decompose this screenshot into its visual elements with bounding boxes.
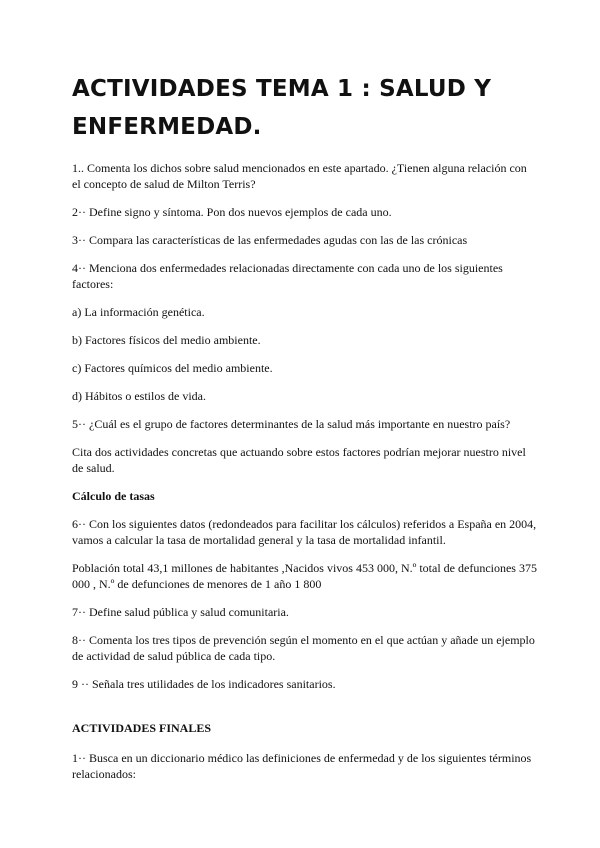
question-3: 3·· Compara las características de las enfermedades agudas con las de las crónicas — [72, 233, 468, 247]
document-page — [72, 70, 538, 794]
factor-d: d) Hábitos o estilos de vida. — [72, 389, 206, 403]
document-title: ACTIVIDADES TEMA 1 : SALUD Y ENFERMEDAD. — [72, 76, 492, 140]
final-question-1: 1·· Busca en un diccionario médico las definiciones de enfermedad y de los siguientes términos relacionados: — [72, 751, 532, 781]
question-7: 7·· Define salud pública y salud comunitaria. — [72, 605, 289, 619]
question-1: 1.. Comenta los dichos sobre salud mencionados en este apartado. ¿Tienen alguna relación con el concepto de salud de Milton Terris? — [72, 161, 527, 191]
factor-b: b) Factores físicos del medio ambiente. — [72, 333, 261, 347]
question-5-followup: Cita dos actividades concretas que actuando sobre estos factores podrían mejorar nuestro nivel de salud. — [72, 445, 526, 475]
question-4: 4·· Menciona dos enfermedades relacionadas directamente con cada uno de los siguientes factores: — [72, 261, 503, 291]
question-2: 2·· Define signo y síntoma. Pon dos nuevos ejemplos de cada uno. — [72, 205, 392, 219]
question-6: 6·· Con los siguientes datos (redondeados para facilitar los cálculos) referidos a España en 2004, vamos a calcular la tasa de mortalidad general y la tasa de mortalidad infantil. — [72, 517, 537, 547]
section-heading-final: ACTIVIDADES FINALES — [72, 721, 212, 735]
question-8: 8·· Comenta los tres tipos de prevención según el momento en el que actúan y añade un ejemplo de actividad de salud pública de cada tipo. — [72, 633, 535, 663]
factor-c: c) Factores químicos del medio ambiente. — [72, 361, 273, 375]
factor-a: a) La información genética. — [72, 305, 205, 319]
question-5: 5·· ¿Cuál es el grupo de factores determinantes de la salud más importante en nuestro país? — [72, 417, 511, 431]
section-heading-rates: Cálculo de tasas — [72, 489, 155, 503]
population-data: Población total 43,1 millones de habitantes ,Nacidos vivos 453 000, N.º total de defunciones 375 000 , N.º de defunciones de menores de 1 año 1 800 — [72, 561, 537, 591]
question-9: 9 ·· Señala tres utilidades de los indicadores sanitarios. — [72, 677, 336, 691]
